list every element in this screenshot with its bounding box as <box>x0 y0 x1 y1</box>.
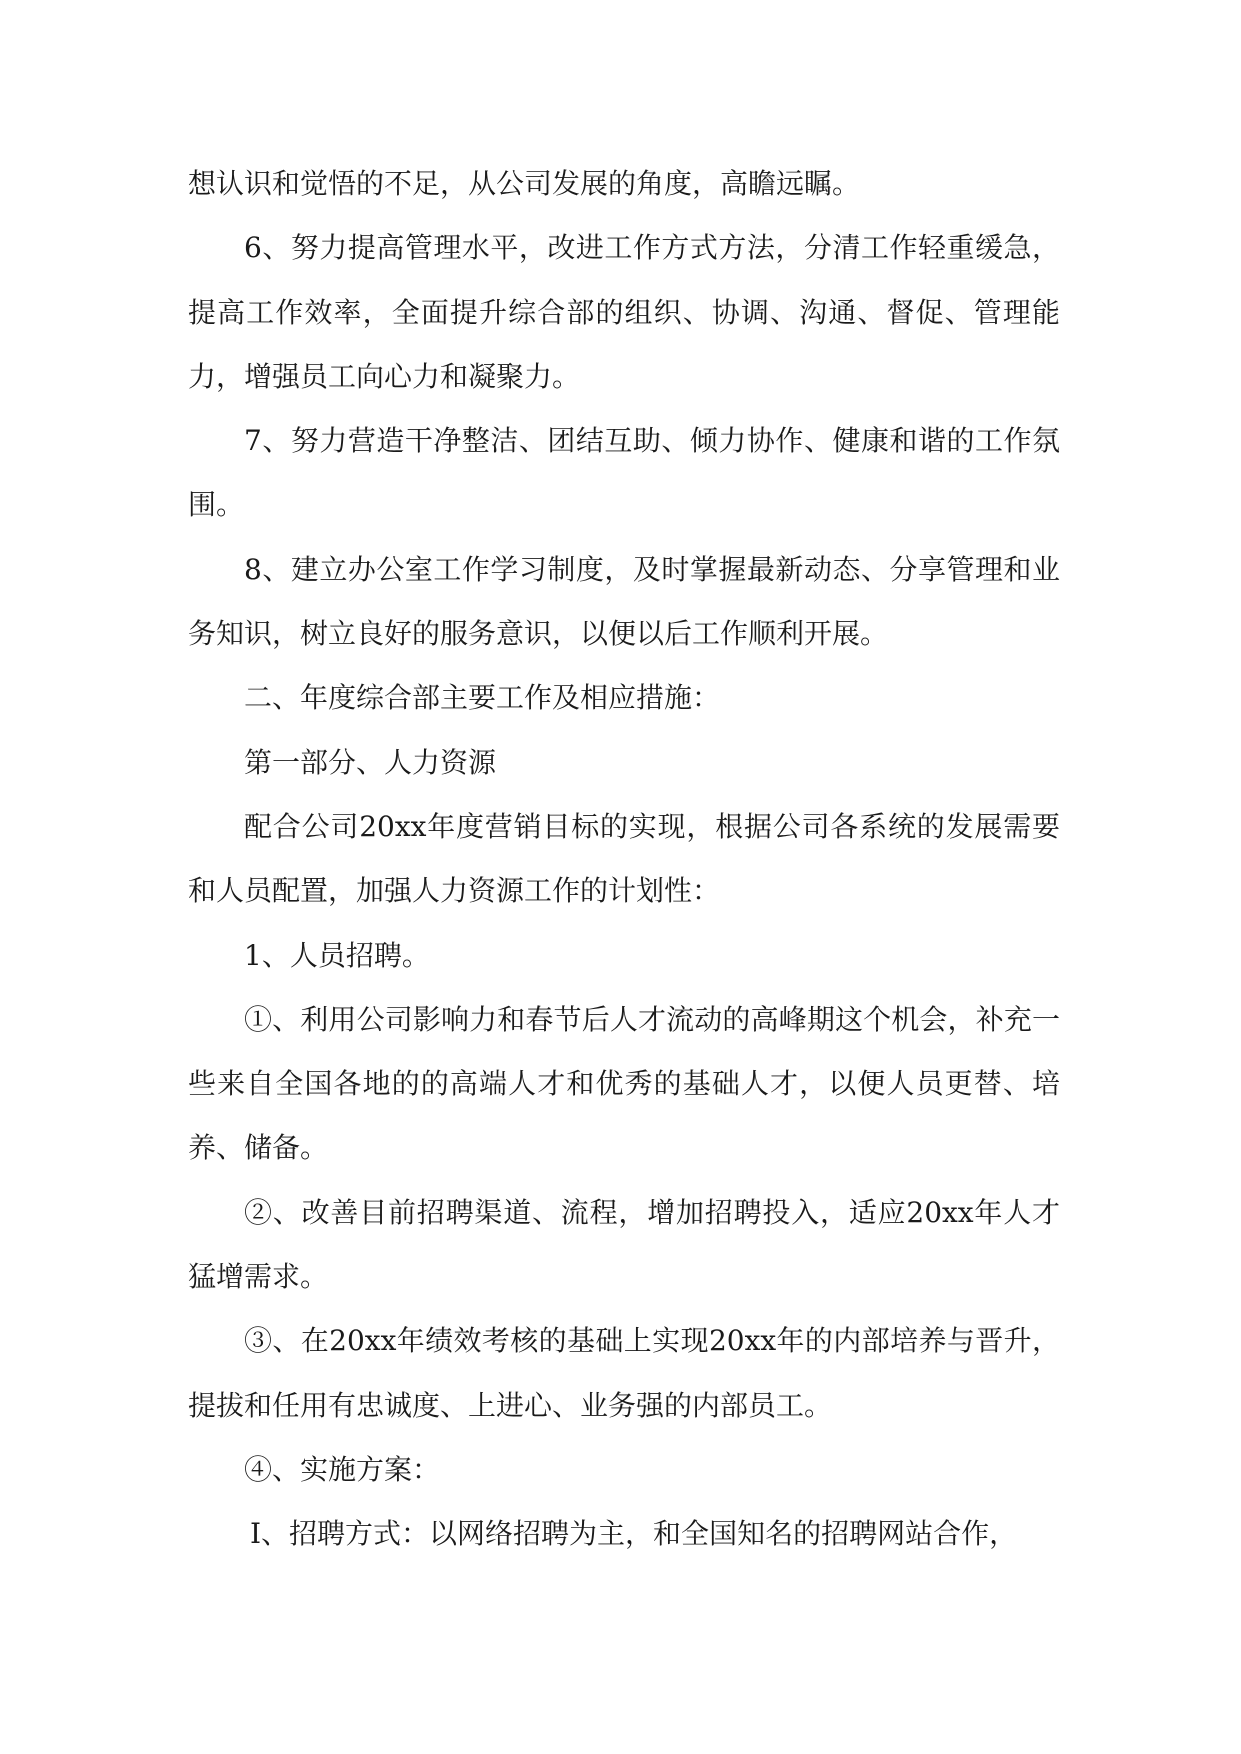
paragraph-subitem-3: ③、在20xx年绩效考核的基础上实现20xx年的内部培养与晋升，提拔和任用有忠诚度、上进心、业务强的内部员工。 <box>188 1324 1060 1422</box>
paragraph-item-7: 7、努力营造干净整洁、团结互助、倾力协作、健康和谐的工作氛围。 <box>188 424 1060 522</box>
paragraph-continuation: 想认识和觉悟的不足，从公司发展的角度，高瞻远瞩。 <box>188 167 861 200</box>
section-heading: 二、年度综合部主要工作及相应措施： <box>244 681 721 715</box>
paragraph-subitem-2: ②、改善目前招聘渠道、流程，增加招聘投入，适应20xx年人才猛增需求。 <box>188 1195 1060 1294</box>
paragraph-item-1: 1、人员招聘。 <box>244 938 430 972</box>
document-body <box>188 152 1060 1567</box>
paragraph-subitem-4: ④、实施方案： <box>244 1452 441 1486</box>
paragraph-intro: 配合公司20xx年度营销目标的实现，根据公司各系统的发展需要和人员配置，加强人力资源工作的计划性： <box>188 809 1060 908</box>
paragraph-roman-1: Ⅰ、招聘方式：以网络招聘为主，和全国知名的招聘网站合作， <box>250 1517 1018 1551</box>
paragraph-item-8: 8、建立办公室工作学习制度，及时掌握最新动态、分享管理和业务知识，树立良好的服务意识，以便以后工作顺利开展。 <box>188 552 1060 651</box>
subsection-heading: 第一部分、人力资源 <box>244 745 497 779</box>
paragraph-item-6: 6、努力提高管理水平，改进工作方式方法，分清工作轻重缓急，提高工作效率，全面提升综合部的组织、协调、沟通、督促、管理能力，增强员工向心力和凝聚力。 <box>188 231 1060 393</box>
paragraph-subitem-1: ①、利用公司影响力和春节后人才流动的高峰期这个机会，补充一些来自全国各地的的高端人才和优秀的基础人才，以便人员更替、培养、储备。 <box>188 1002 1060 1165</box>
